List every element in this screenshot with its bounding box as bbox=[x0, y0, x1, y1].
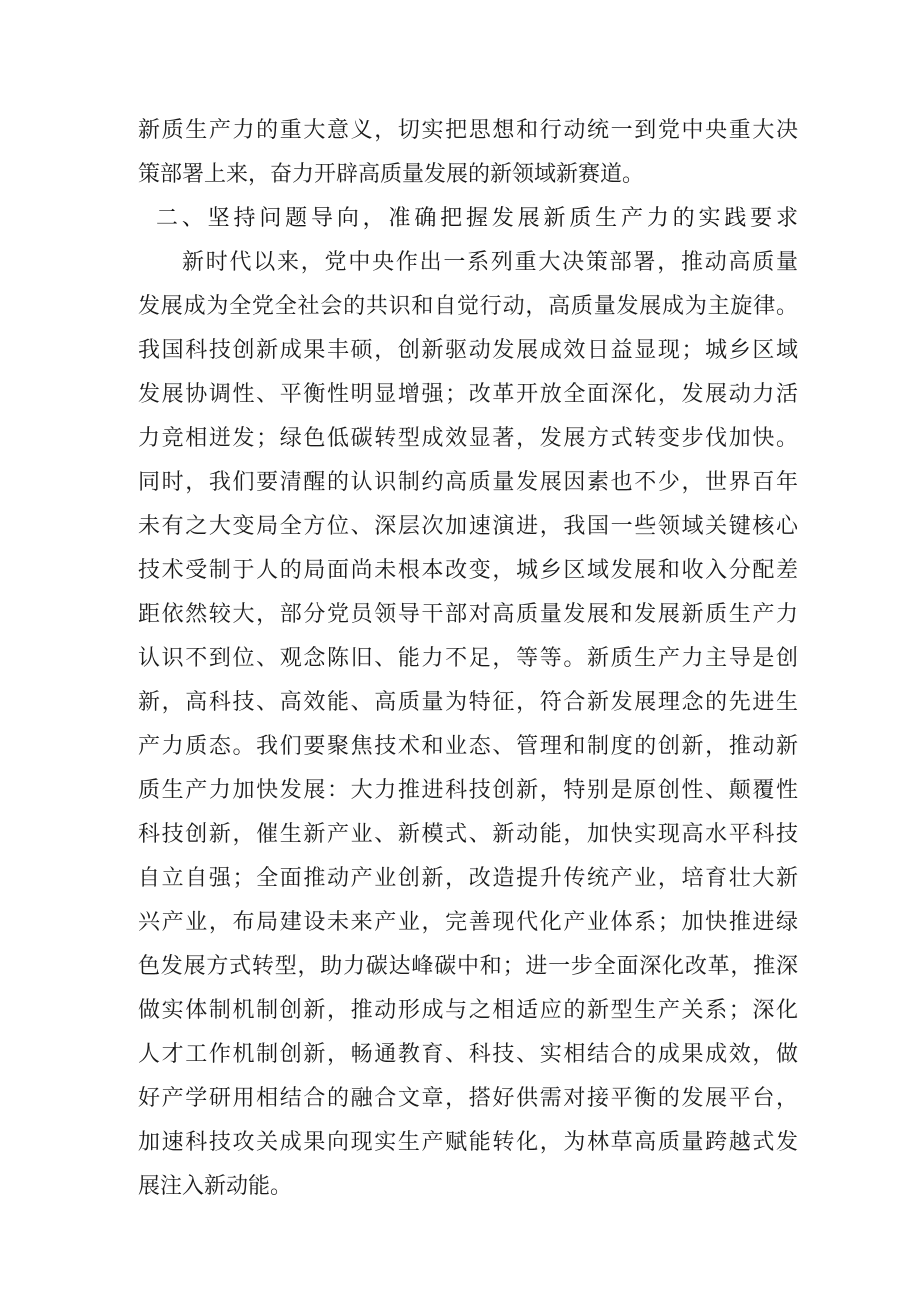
body-line-12: 产力质态。我们要聚焦技术和业态、管理和制度的创新，推动新 bbox=[138, 734, 798, 759]
body-line-4: 发展协调性、平衡性明显增强；改革开放全面深化，发展动力活 bbox=[138, 382, 798, 407]
body-line-20: 好产学研用相结合的融合文章，搭好供需对接平衡的发展平台， bbox=[138, 1086, 798, 1111]
intro-line-2: 策部署上来，奋力开辟高质量发展的新领域新赛道。 bbox=[138, 162, 645, 187]
body-line-13: 质生产力加快发展：大力推进科技创新，特别是原创性、颠覆性 bbox=[138, 778, 798, 803]
body-line-19: 人才工作机制创新，畅通教育、科技、实相结合的成果成效，做 bbox=[138, 1042, 798, 1067]
intro-line-1: 新质生产力的重大意义，切实把思想和行动统一到党中央重大决 bbox=[138, 118, 798, 143]
body-line-22: 展注入新动能。 bbox=[138, 1174, 293, 1199]
body-line-6: 同时，我们要清醒的认识制约高质量发展因素也不少，世界百年 bbox=[138, 470, 798, 495]
body-line-18: 做实体制机制创新，推动形成与之相适应的新型生产关系；深化 bbox=[138, 998, 798, 1023]
section-heading: 二、坚持问题导向，准确把握发展新质生产力的实践要求 bbox=[156, 206, 798, 231]
body-line-17: 色发展方式转型，助力碳达峰碳中和；进一步全面深化改革，推深 bbox=[138, 954, 798, 979]
body-line-21: 加速科技攻关成果向现实生产赋能转化，为林草高质量跨越式发 bbox=[138, 1130, 798, 1155]
body-line-14: 科技创新，催生新产业、新模式、新动能，加快实现高水平科技 bbox=[138, 822, 798, 847]
body-line-3: 我国科技创新成果丰硕，创新驱动发展成效日益显现；城乡区域 bbox=[138, 338, 798, 363]
body-line-7: 未有之大变局全方位、深层次加速演进，我国一些领域关键核心 bbox=[138, 514, 798, 539]
body-line-16: 兴产业，布局建设未来产业，完善现代化产业体系；加快推进绿 bbox=[138, 910, 798, 935]
body-line-15: 自立自强；全面推动产业创新，改造提升传统产业，培育壮大新 bbox=[138, 866, 798, 891]
body-line-2: 发展成为全党全社会的共识和自觉行动，高质量发展成为主旋律。 bbox=[138, 294, 798, 319]
body-line-8: 技术受制于人的局面尚未根本改变，城乡区域发展和收入分配差 bbox=[138, 558, 798, 583]
body-line-9: 距依然较大，部分党员领导干部对高质量发展和发展新质生产力 bbox=[138, 602, 798, 627]
body-line-10: 认识不到位、观念陈旧、能力不足，等等。新质生产力主导是创 bbox=[138, 646, 798, 671]
body-line-5: 力竞相迸发；绿色低碳转型成效显著，发展方式转变步伐加快。 bbox=[138, 426, 798, 451]
body-line-1: 新时代以来，党中央作出一系列重大决策部署，推动高质量 bbox=[182, 250, 798, 275]
body-line-11: 新，高科技、高效能、高质量为特征，符合新发展理念的先进生 bbox=[138, 690, 798, 715]
